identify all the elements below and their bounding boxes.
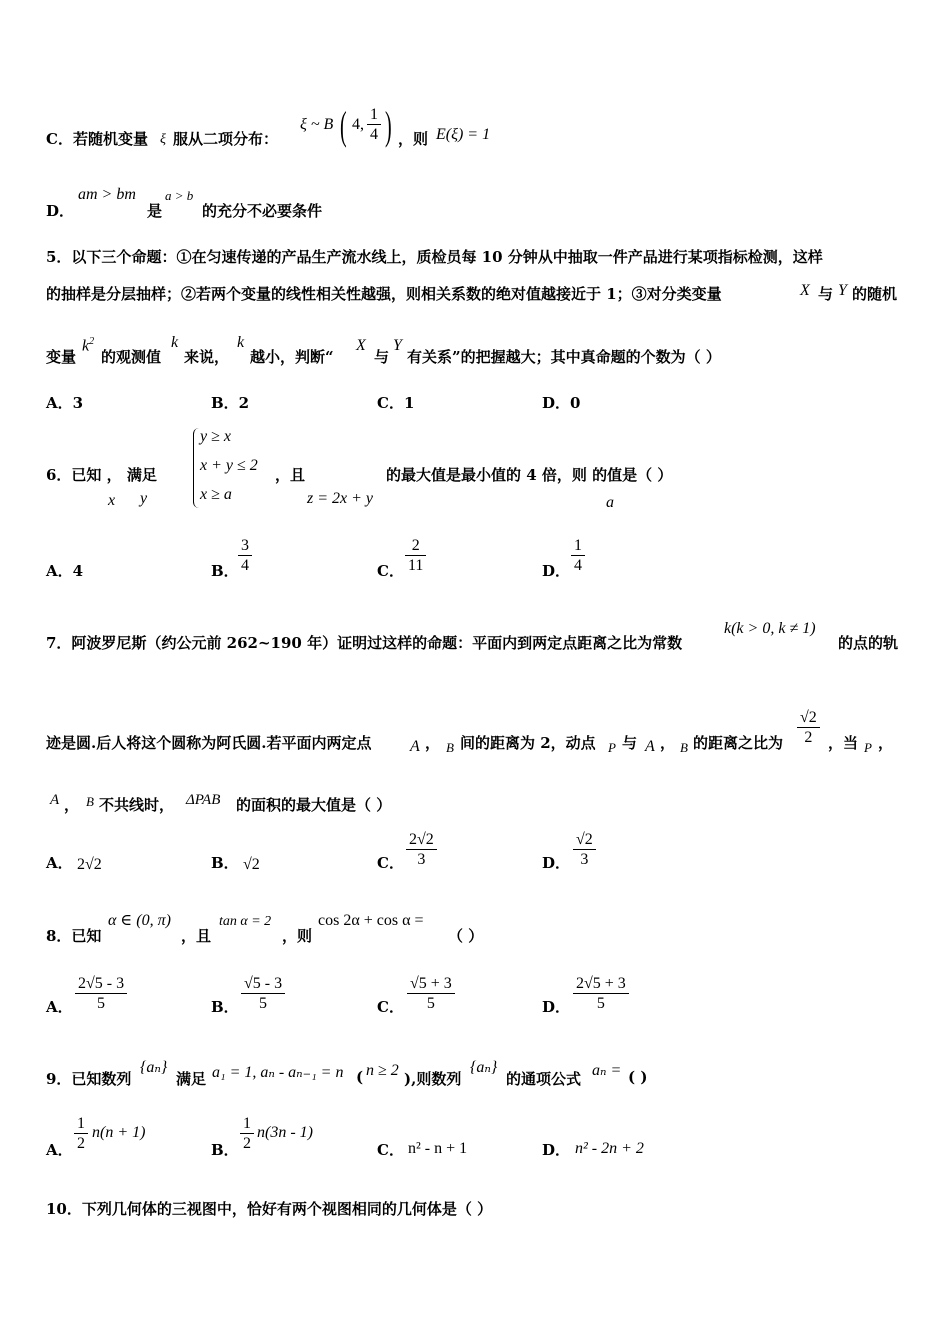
q5-option-c[interactable]: C．1 [377, 394, 415, 412]
q9-b-den: 2 [243, 1135, 251, 1152]
q5-line2-x: X [800, 282, 810, 299]
q4-d-end: 的充分不必要条件 [202, 202, 323, 220]
q9-option-a-frac [74, 1114, 88, 1153]
q8-expr: cos 2α + cos α = [318, 912, 424, 929]
q9-mid: 满足 [176, 1070, 207, 1088]
q8-cond2: tan α = 2 [219, 914, 272, 929]
q4-c-dist: ξ ~ B [300, 116, 334, 133]
q5-line3-k-b: k [237, 334, 245, 351]
q7-option-c[interactable]: C． [377, 854, 404, 872]
q4-c-frac-den: 4 [370, 126, 378, 143]
q7-line2a: 迹是圆.后人将这个圆称为阿氏圆.若平面内两定点 [46, 734, 372, 752]
q8-option-a-frac [75, 974, 127, 1013]
q9-option-a[interactable]: A． [46, 1141, 73, 1159]
q9-seq: {aₙ} [140, 1059, 168, 1076]
q8-option-c-frac [407, 974, 455, 1013]
q6-system-brace [193, 428, 200, 508]
q8-option-b-frac [241, 974, 285, 1013]
q4-c-frac-num: 1 [370, 106, 378, 123]
q4-d-mid: 是 [147, 202, 163, 220]
q9-cond2-open: ( [356, 1068, 364, 1086]
q7-triangle: ΔPAB [186, 792, 221, 808]
q9-option-d-val: n² - 2n + 2 [575, 1140, 644, 1157]
q4-c-paren-left: ( [340, 103, 347, 148]
q7-point-a2: A [645, 738, 655, 755]
q7-option-a[interactable]: A． [46, 854, 73, 872]
q6-option-d-frac [571, 536, 585, 575]
q6-d-num: 1 [574, 537, 582, 554]
q9-cond2-close: ),则数列 [404, 1070, 462, 1088]
q5-line3b: 的观测值 [101, 348, 162, 366]
q5-line3-k: k [171, 334, 179, 351]
q8-mid: ，且 [181, 927, 212, 945]
q6-sys2: x + y ≤ 2 [200, 457, 258, 474]
q7-point-b: B [446, 740, 454, 755]
q7-option-a-val: 2√2 [77, 856, 102, 873]
q5-line1: 5．以下三个命题：①在匀速传递的产品生产流水线上，质检员每 10 分钟从中抽取一件产品进行某项指标检测，这样 [46, 248, 823, 266]
q9-option-d[interactable]: D． [542, 1141, 571, 1159]
q7-c-den: 3 [417, 851, 426, 868]
q7-sep3: ， [878, 734, 894, 752]
q4-d-expr2: a > b [165, 188, 194, 203]
q9-option-a-rest: n(n + 1) [92, 1124, 146, 1141]
q6-option-c-frac [405, 536, 426, 575]
q4-c-label: C．若随机变量 [46, 130, 148, 148]
q7-line2d: 的距离之比为 [693, 734, 784, 752]
q6-suffix: 的最大值是最小值的 4 倍，则 的值是（ ） [386, 466, 673, 484]
q6-d-den: 4 [574, 557, 582, 574]
q6-mid: ，且 [275, 466, 306, 484]
q8-option-d[interactable]: D． [542, 998, 571, 1016]
q9-option-b-frac [240, 1114, 254, 1153]
q6-c-den: 11 [408, 557, 424, 574]
q5-line2-y: Y [838, 282, 847, 299]
q9-a-den: 2 [77, 1135, 85, 1152]
q6-option-b-frac [238, 536, 252, 575]
q7-point-p2: P [864, 740, 872, 755]
q9-option-c-val: n² - n + 1 [408, 1140, 468, 1157]
q8-option-a[interactable]: A． [46, 998, 73, 1016]
q6-sys1: y ≥ x [200, 428, 231, 445]
q7-d-den: 3 [580, 851, 589, 868]
q7-line1a: 7．阿波罗尼斯（约公元前 262~190 年）证明过这样的命题：平面内到两定点距离之比为常数 [46, 634, 683, 652]
q5-k-letter: k [82, 337, 90, 355]
q4-c-frac [367, 105, 381, 144]
q7-line3-b: B [86, 794, 94, 809]
q9-a-num: 1 [77, 1115, 85, 1132]
q5-line3d: 越小，判断“ [250, 348, 334, 366]
q9-option-c[interactable]: C． [377, 1141, 404, 1159]
q5-line3e: 与 [374, 348, 390, 366]
q9-suffix: ( ) [628, 1068, 648, 1086]
q6-var-a: a [606, 494, 614, 511]
q5-option-a[interactable]: A．3 [46, 394, 84, 412]
q5-line3c: 来说， [184, 348, 230, 366]
q5-line2c: 的随机 [852, 285, 898, 303]
q7-line3-sep: ， [64, 796, 80, 814]
q9-option-b-rest: n(3n - 1) [257, 1124, 313, 1141]
q6-option-d[interactable]: D． [542, 562, 571, 580]
q8-mid2: ，则 [282, 927, 313, 945]
q9-prefix: 9．已知数列 [46, 1070, 132, 1088]
q6-b-den: 4 [241, 557, 249, 574]
q7-ratio-frac [797, 708, 820, 747]
q7-option-b[interactable]: B． [211, 854, 239, 872]
q7-line1b: 的点的轨 [838, 634, 899, 652]
q8-d-den: 5 [596, 995, 605, 1012]
q6-zexpr: z = 2x + y [307, 490, 374, 507]
q7-option-b-val: √2 [243, 856, 260, 873]
q7-line2e: ，当 [828, 734, 859, 752]
q7-line3b: 不共线时， [99, 796, 175, 814]
q7-ratio-num: √2 [800, 709, 817, 726]
q7-option-d[interactable]: D． [542, 854, 571, 872]
q10-text: 10．下列几何体的三视图中，恰好有两个视图相同的几何体是（ ） [46, 1200, 493, 1218]
q7-point-b2: B [680, 740, 688, 755]
q7-sep1: ， [425, 734, 441, 752]
q8-suffix: （ ） [448, 927, 484, 945]
q7-point-p: P [608, 740, 616, 755]
q7-point-a: A [410, 738, 420, 755]
q9-mid2: 的通项公式 [506, 1070, 582, 1088]
q6-c-num: 2 [411, 537, 420, 554]
q8-option-c[interactable]: C． [377, 998, 404, 1016]
q8-a-den: 5 [97, 995, 106, 1012]
q5-line3-x: X [356, 337, 366, 354]
q6-prefix: 6．已知 ， 满足 [46, 466, 157, 484]
q4-d-expr: am > bm [78, 186, 136, 203]
q5-line2b: 与 [818, 285, 834, 303]
q7-sep2: ， [660, 734, 676, 752]
q5-line3a: 变量 [46, 348, 77, 366]
q8-d-num: 2√5 + 3 [576, 975, 626, 992]
q4-c-xi: ξ [160, 132, 166, 147]
q7-d-num: √2 [576, 831, 593, 848]
q7-option-c-frac [406, 830, 437, 869]
q5-line3f: 有关系”的把握越大；其中真命题的个数为（ ） [407, 348, 721, 366]
q4-d-label: D． [46, 202, 75, 220]
q9-seq2: {aₙ} [470, 1059, 498, 1076]
q5-line3-k2 [82, 336, 94, 355]
q7-option-d-frac [573, 830, 596, 869]
q8-b-den: 5 [259, 995, 268, 1012]
q8-a-num: 2√5 - 3 [78, 975, 125, 992]
q8-cond1: α ∈ (0, π) [108, 912, 171, 929]
q7-c-num: 2√2 [409, 831, 434, 848]
q9-b-num: 1 [243, 1115, 251, 1132]
q5-k-sup: 2 [89, 336, 95, 347]
q6-sys3: x ≥ a [200, 486, 232, 503]
q6-var-x: x [108, 492, 116, 509]
q7-line3-a: A [50, 792, 60, 808]
q9-option-b[interactable]: B． [211, 1141, 239, 1159]
q7-line2c: 与 [622, 734, 638, 752]
q5-line3-y: Y [393, 337, 402, 354]
q7-ratio-den: 2 [804, 729, 813, 746]
q5-option-d[interactable]: D．0 [542, 394, 581, 412]
q8-option-d-frac [573, 974, 629, 1013]
q5-line2a: 的抽样是分层抽样；②若两个变量的线性相关性越强，则相关系数的绝对值越接近于 1；③对分类变量 [46, 285, 722, 303]
q8-prefix: 8．已知 [46, 927, 102, 945]
q5-option-b[interactable]: B．2 [211, 394, 250, 412]
q9-cond2: n ≥ 2 [366, 1062, 399, 1079]
q7-line1-k: k(k > 0, k ≠ 1) [724, 620, 816, 637]
q4-c-paren-right: ) [385, 103, 392, 148]
q9-cond: a₁ = 1, aₙ - aₙ₋₁ = n [212, 1064, 344, 1081]
q8-c-num: √5 + 3 [410, 975, 452, 992]
q4-c-then: ，则 [398, 130, 429, 148]
q8-option-b[interactable]: B． [211, 998, 239, 1016]
q6-option-a[interactable]: A．4 [46, 562, 84, 580]
q6-b-num: 3 [241, 537, 249, 554]
q6-var-y: y [140, 490, 148, 507]
q6-option-c[interactable]: C． [377, 562, 404, 580]
q4-c-mid: 服从二项分布： [173, 130, 279, 148]
q9-an: aₙ = [592, 1062, 622, 1079]
q4-c-four: 4, [352, 116, 364, 133]
q6-option-b[interactable]: B． [211, 562, 239, 580]
q8-c-den: 5 [426, 995, 435, 1012]
q7-line3c: 的面积的最大值是（ ） [236, 796, 392, 814]
q7-line2b: 间的距离为 2，动点 [460, 734, 596, 752]
q8-b-num: √5 - 3 [244, 975, 283, 992]
q4-c-expect: E(ξ) = 1 [436, 126, 491, 143]
